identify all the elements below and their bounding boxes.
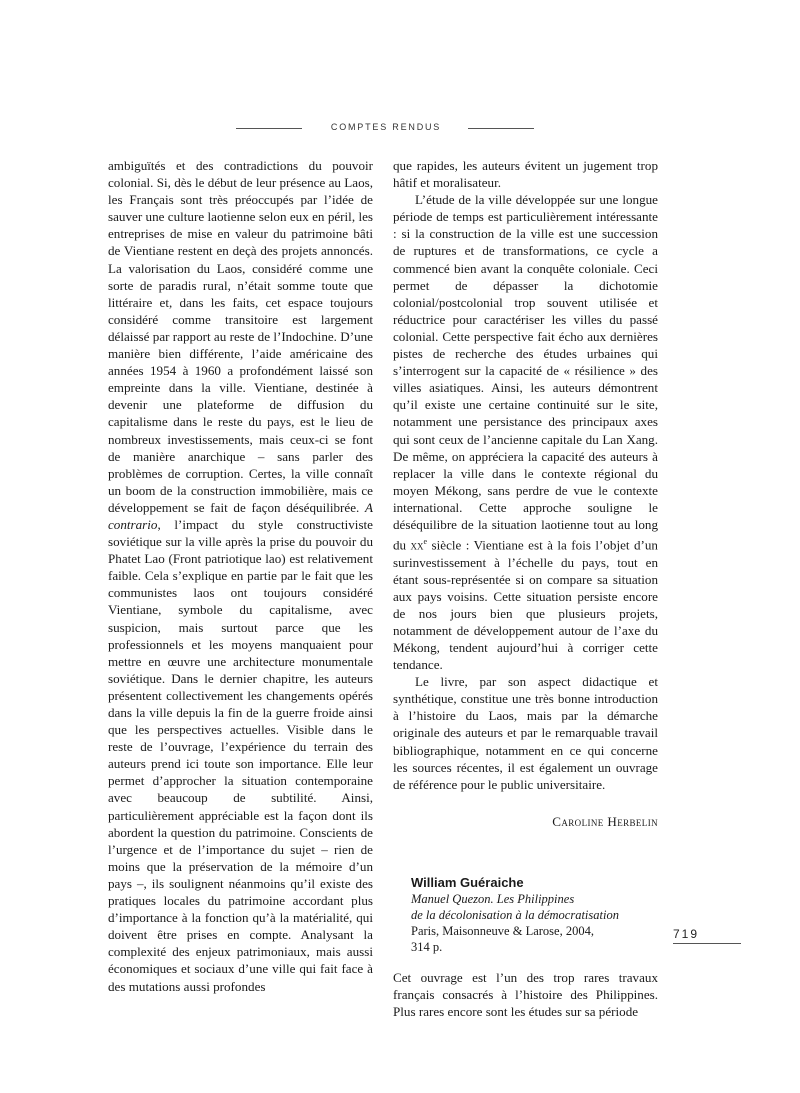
study-text-a: L’étude de la ville développée sur une longue période de temps est particulièrement intéressante : si la construction de la ville est une succession de ruptures et de transformations, ce cycle a commencé bien avant la conquête coloniale. Ceci permet de dépasser la dichotomie colonial/postcolonial trop souvent utilisée et réductrice pour caractériser les villes du passé colonial. Cette perspective fait écho aux dernières pistes de recherche des études urbaines qui s’interrogent sur la capacité de « résilience » des villes asiatiques. Ainsi, les auteurs démontrent qu’il existe une certaine continuité sur le site, notamment une persistance des principaux axes qui sont ceux de l’ancienne capitale du Lan Xang. De même, on appréciera la capacité des auteurs à replacer la ville dans le contexte régional du moyen Mékong, sans perdre de vue le contexte international. Cette approche souligne le déséquilibre de la situation laotienne tout au long du	[393, 192, 658, 553]
right-paragraph-conclusion: Le livre, par son aspect didactique et synthétique, constitue une très bonne introduction à l’histoire du Laos, mais par la démarche originale des auteurs et par le remarquable travail bibliographique, notamment en ce qui concerne les sources récentes, il est également un ouvrage de référence pour le public universitaire.	[393, 674, 658, 792]
review-book-title-line1: Manuel Quezon. Les Philippines	[411, 891, 575, 906]
page-number: 719	[673, 927, 700, 941]
reviewer-signature: Caroline Herbelin	[552, 813, 658, 829]
header-rule-right	[468, 128, 534, 129]
review-pages: 314 p.	[411, 939, 443, 954]
century-superscript: e	[423, 537, 428, 547]
header-rule-left	[236, 128, 302, 129]
left-paragraph-text-a: ambiguïtés et des contradictions du pouvoir colonial. Si, dès le début de leur présence au Laos, les Français sont très préoccupés par l’idée de sauver une culture laotienne selon eux en péril, les entreprises de mise en valeur du patrimoine bâti de Vientiane restent en deçà des projets annoncés. La valorisation du Laos, considéré comme une sorte de paradis rural, n’était somme toute que littéraire et, dans les faits, cet espace toujours considéré comme transitoire est largement délaissé par rapport au reste de l’Indochine. D’une manière bien différente, l’aide américaine des années 1954 à 1960 a profondément laissé son empreinte dans la ville. Vientiane, destinée à devenir une plateforme de diffusion du capitalisme dans le reste du pays, est le lieu de nombreux investissements, mais ceux-ci se font de manière anarchique – sans parler des problèmes de corruption. Certes, la ville connaît un boom de la construction immobilière, mais ce développement se fait de façon déséquilibrée.	[108, 158, 373, 515]
right-paragraph-study	[393, 191, 658, 673]
running-header	[0, 122, 800, 136]
left-paragraph	[108, 157, 373, 995]
section-title: COMPTES RENDUS	[330, 122, 442, 132]
review-body-text: Cet ouvrage est l’un des trop rares travaux français consacrés à l’histoire des Philippines. Plus rares encore sont les études sur sa période	[393, 969, 658, 1020]
book-review-entry	[393, 874, 658, 1020]
italic-phrase: A contrario	[108, 499, 373, 532]
right-column	[393, 157, 658, 1020]
review-book-author: William Guéraiche	[411, 874, 524, 890]
century-numeral: xx	[410, 537, 424, 553]
left-paragraph-text-b: , l’impact du style constructiviste soviétique sur la ville après la prise du pouvoir du Phatet Lao (Front patriotique lao) est relativement faible. Cela s’explique en partie par le fait que les communistes laos ont toujours considéré Vientiane, symbole du capitalisme, avec suspicion, mais surtout parce que les professionnels et les moyens manquaient pour mettre en œuvre une architecture monumentale soviétique. Dans le dernier chapitre, les auteurs présentent collectivement les changements opérés dans la ville depuis la fin de la guerre froide ainsi que les perspectives actuelles. Visible dans le reste de l’ouvrage, l’expérience du terrain des auteurs prend ici toute son importance. Elle leur permet d’approcher la situation contemporaine avec beaucoup de subtilité. Ainsi, particulièrement appréciable est la façon dont ils abordent la question du patrimoine. Conscients de l’urgence et de l’importance du sujet – rien de moins que la préservation de la mémoire d’un pays –, ils soulignent néanmoins qu’il existe des pratiques locales du patrimoine accordant plus d’importance à la fonction qu’à la matérialité, qui doivent être prises en compte. Analysant la complexité des enjeux patrimoniaux, mais aussi économiques et sociaux d’une ville qui fait face à des mutations aussi profondes	[108, 516, 373, 994]
study-text-b: siècle : Vientiane est à la fois l’objet d’un surinvestissement à l’échelle du pays, tout en étant sous-représentée si on compare sa situation aux pays voisins. Cette situation persiste encore de nos jours bien que plusieurs projets, notamment de développement autour de l’axe du Mékong, tendent aujourd’hui à corriger cette tendance.	[393, 537, 658, 673]
review-publisher: Paris, Maisonneuve & Larose, 2004,	[411, 923, 594, 938]
left-column	[108, 157, 373, 995]
review-book-title-line2: de la décolonisation à la démocratisation	[411, 907, 619, 922]
right-paragraph-continuation: que rapides, les auteurs évitent un jugement trop hâtif et moralisateur.	[393, 158, 658, 191]
review-bibliography	[411, 891, 658, 955]
page-number-rule	[673, 943, 741, 944]
